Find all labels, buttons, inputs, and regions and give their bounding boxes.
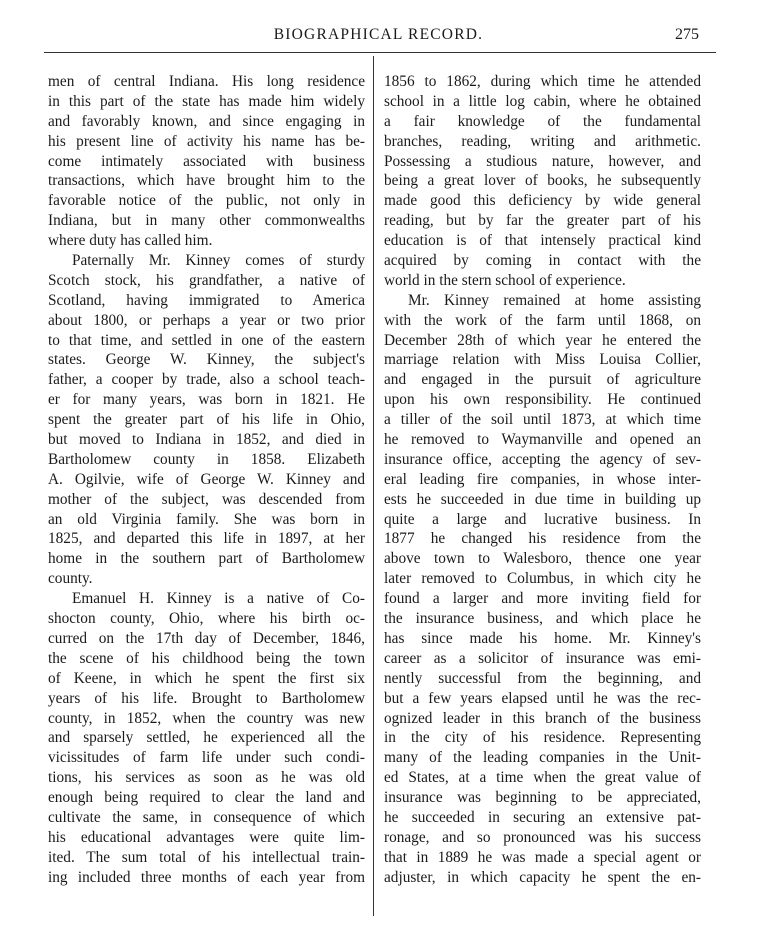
text-line: quite a large and lucrative business. In — [384, 510, 701, 528]
text-line: with the work of the farm until 1868, on — [384, 311, 701, 329]
text-line: ronage, and so pronounced was his success — [384, 828, 701, 846]
text-line: many of the leading companies in the Unit- — [384, 749, 701, 767]
text-line: enough being required to clear the land and — [48, 789, 365, 807]
text-line: 1856 to 1862, during which time he attended — [384, 73, 701, 90]
text-line: the insurance business, and which place he — [384, 610, 701, 628]
text-line: education is of that intensely practical kind — [384, 232, 701, 250]
text-line: marriage relation with Miss Louisa Collier, — [384, 351, 701, 369]
text-line: an old Virginia family. She was born in — [48, 510, 365, 528]
text-line: men of central Indiana. His long residence — [48, 73, 365, 90]
text-line: curred on the 17th day of December, 1846, — [48, 629, 365, 647]
right-column — [384, 72, 701, 888]
text-line: favorable notice of the public, not only in — [48, 192, 365, 210]
text-line: cultivate the same, in consequence of which — [48, 808, 365, 826]
text-line: found a larger and more inviting field for — [384, 590, 701, 608]
text-line: and favorably known, and since engaging in — [48, 112, 365, 130]
text-line: reading, but by far the greater part of his — [384, 212, 701, 230]
text-line: ognized leader in this branch of the business — [384, 709, 701, 727]
text-line: being a great lover of books, he subsequently — [384, 172, 701, 190]
text-line: career as a solicitor of insurance was emi- — [384, 649, 701, 667]
page-number: 275 — [675, 26, 699, 43]
text-line: a tiller of the soil until 1873, at which time — [384, 411, 701, 429]
text-line: he removed to Waymanville and opened an — [384, 431, 701, 449]
text-line: ed States, at a time when the great value of — [384, 769, 701, 787]
text-line: about 1800, or perhaps a year or two prior — [48, 311, 365, 329]
text-line: 1825, and departed this life in 1897, at her — [48, 530, 365, 548]
text-line: to that time, and settled in one of the eastern — [48, 331, 365, 349]
text-line: Possessing a studious nature, however, and — [384, 152, 701, 170]
text-line: the scene of his childhood being the town — [48, 649, 365, 667]
text-line: but moved to Indiana in 1852, and died in — [48, 431, 365, 449]
page-header — [0, 26, 757, 50]
text-line: county, in 1852, when the country was new — [48, 709, 365, 727]
text-line: and sparsely settled, he experienced all the — [48, 729, 365, 747]
text-line: ests he succeeded in due time in building up — [384, 490, 701, 508]
text-line: but a few years elapsed until he was the rec- — [384, 689, 701, 707]
text-line: has since made his home. Mr. Kinney's — [384, 629, 701, 647]
text-line: a fair knowledge of the fundamental — [384, 112, 701, 130]
text-line: upon his own responsibility. He continued — [384, 391, 701, 409]
header-rule — [44, 52, 716, 53]
text-line: insurance office, accepting the agency of sev- — [384, 450, 701, 468]
text-line: A. Ogilvie, wife of George W. Kinney and — [48, 470, 365, 488]
text-line: acquired by coming in contact with the — [384, 252, 701, 270]
text-line: in this part of the state has made him widely — [48, 92, 365, 110]
text-line: Emanuel H. Kinney is a native of Co- — [72, 590, 365, 608]
text-line: er for many years, was born in 1821. He — [48, 391, 365, 409]
text-line: Indiana, but in many other commonwealths — [48, 212, 365, 230]
text-line: his educational advantages were quite lim- — [48, 828, 365, 846]
left-column — [48, 72, 365, 888]
text-line: of Keene, in which he spent the first six — [48, 669, 365, 687]
text-line: tions, his services as soon as he was old — [48, 769, 365, 787]
text-line: his present line of activity his name has be- — [48, 132, 365, 150]
text-line: branches, reading, writing and arithmetic. — [384, 132, 701, 150]
text-line: December 28th of which year he entered the — [384, 331, 701, 349]
text-line: and engaged in the pursuit of agriculture — [384, 371, 701, 389]
text-line: ited. The sum total of his intellectual train- — [48, 848, 365, 866]
text-line: father, a cooper by trade, also a school teach- — [48, 371, 365, 389]
text-line: nently successful from the beginning, and — [384, 669, 701, 687]
running-head: BIOGRAPHICAL RECORD. — [273, 26, 484, 43]
text-line: transactions, which have brought him to the — [48, 172, 365, 190]
text-line: eral leading fire companies, in whose inter- — [384, 470, 701, 488]
text-line: 1877 he changed his residence from the — [384, 530, 701, 548]
text-line: home in the southern part of Bartholomew — [48, 550, 365, 568]
text-line: vicissitudes of farm life under such condi- — [48, 749, 365, 767]
text-line: later removed to Columbus, in which city he — [384, 570, 701, 588]
text-line: Bartholomew county in 1858. Elizabeth — [48, 450, 365, 468]
text-line: insurance was beginning to be appreciated, — [384, 789, 701, 807]
text-line: above town to Walesboro, thence one year — [384, 550, 701, 568]
text-line: county. — [48, 570, 93, 588]
text-line: Mr. Kinney remained at home assisting — [408, 291, 701, 309]
text-line: where duty has called him. — [48, 232, 213, 250]
text-line: Scotch stock, his grandfather, a native of — [48, 271, 365, 289]
text-line: come intimately associated with business — [48, 152, 365, 170]
text-line: years of his life. Brought to Bartholomew — [48, 689, 365, 707]
text-line: ing included three months of each year from — [48, 868, 365, 886]
text-line: Paternally Mr. Kinney comes of sturdy — [72, 252, 365, 270]
text-line: that in 1889 he was made a special agent or — [384, 848, 701, 866]
text-line: made good this deficiency by wide general — [384, 192, 701, 210]
text-line: in the city of his residence. Representing — [384, 729, 701, 747]
text-line: world in the stern school of experience. — [384, 271, 626, 289]
text-line: adjuster, in which capacity he spent the en- — [384, 868, 701, 886]
column-divider — [373, 56, 374, 916]
text-line: he succeeded in securing an extensive pat- — [384, 808, 701, 826]
text-line: school in a little log cabin, where he obtained — [384, 92, 701, 110]
text-line: mother of the subject, was descended from — [48, 490, 365, 508]
text-line: spent the greater part of his life in Ohio, — [48, 411, 365, 429]
text-line: shocton county, Ohio, where his birth oc- — [48, 610, 365, 628]
text-line: states. George W. Kinney, the subject's — [48, 351, 365, 369]
text-line: Scotland, having immigrated to America — [48, 291, 365, 309]
